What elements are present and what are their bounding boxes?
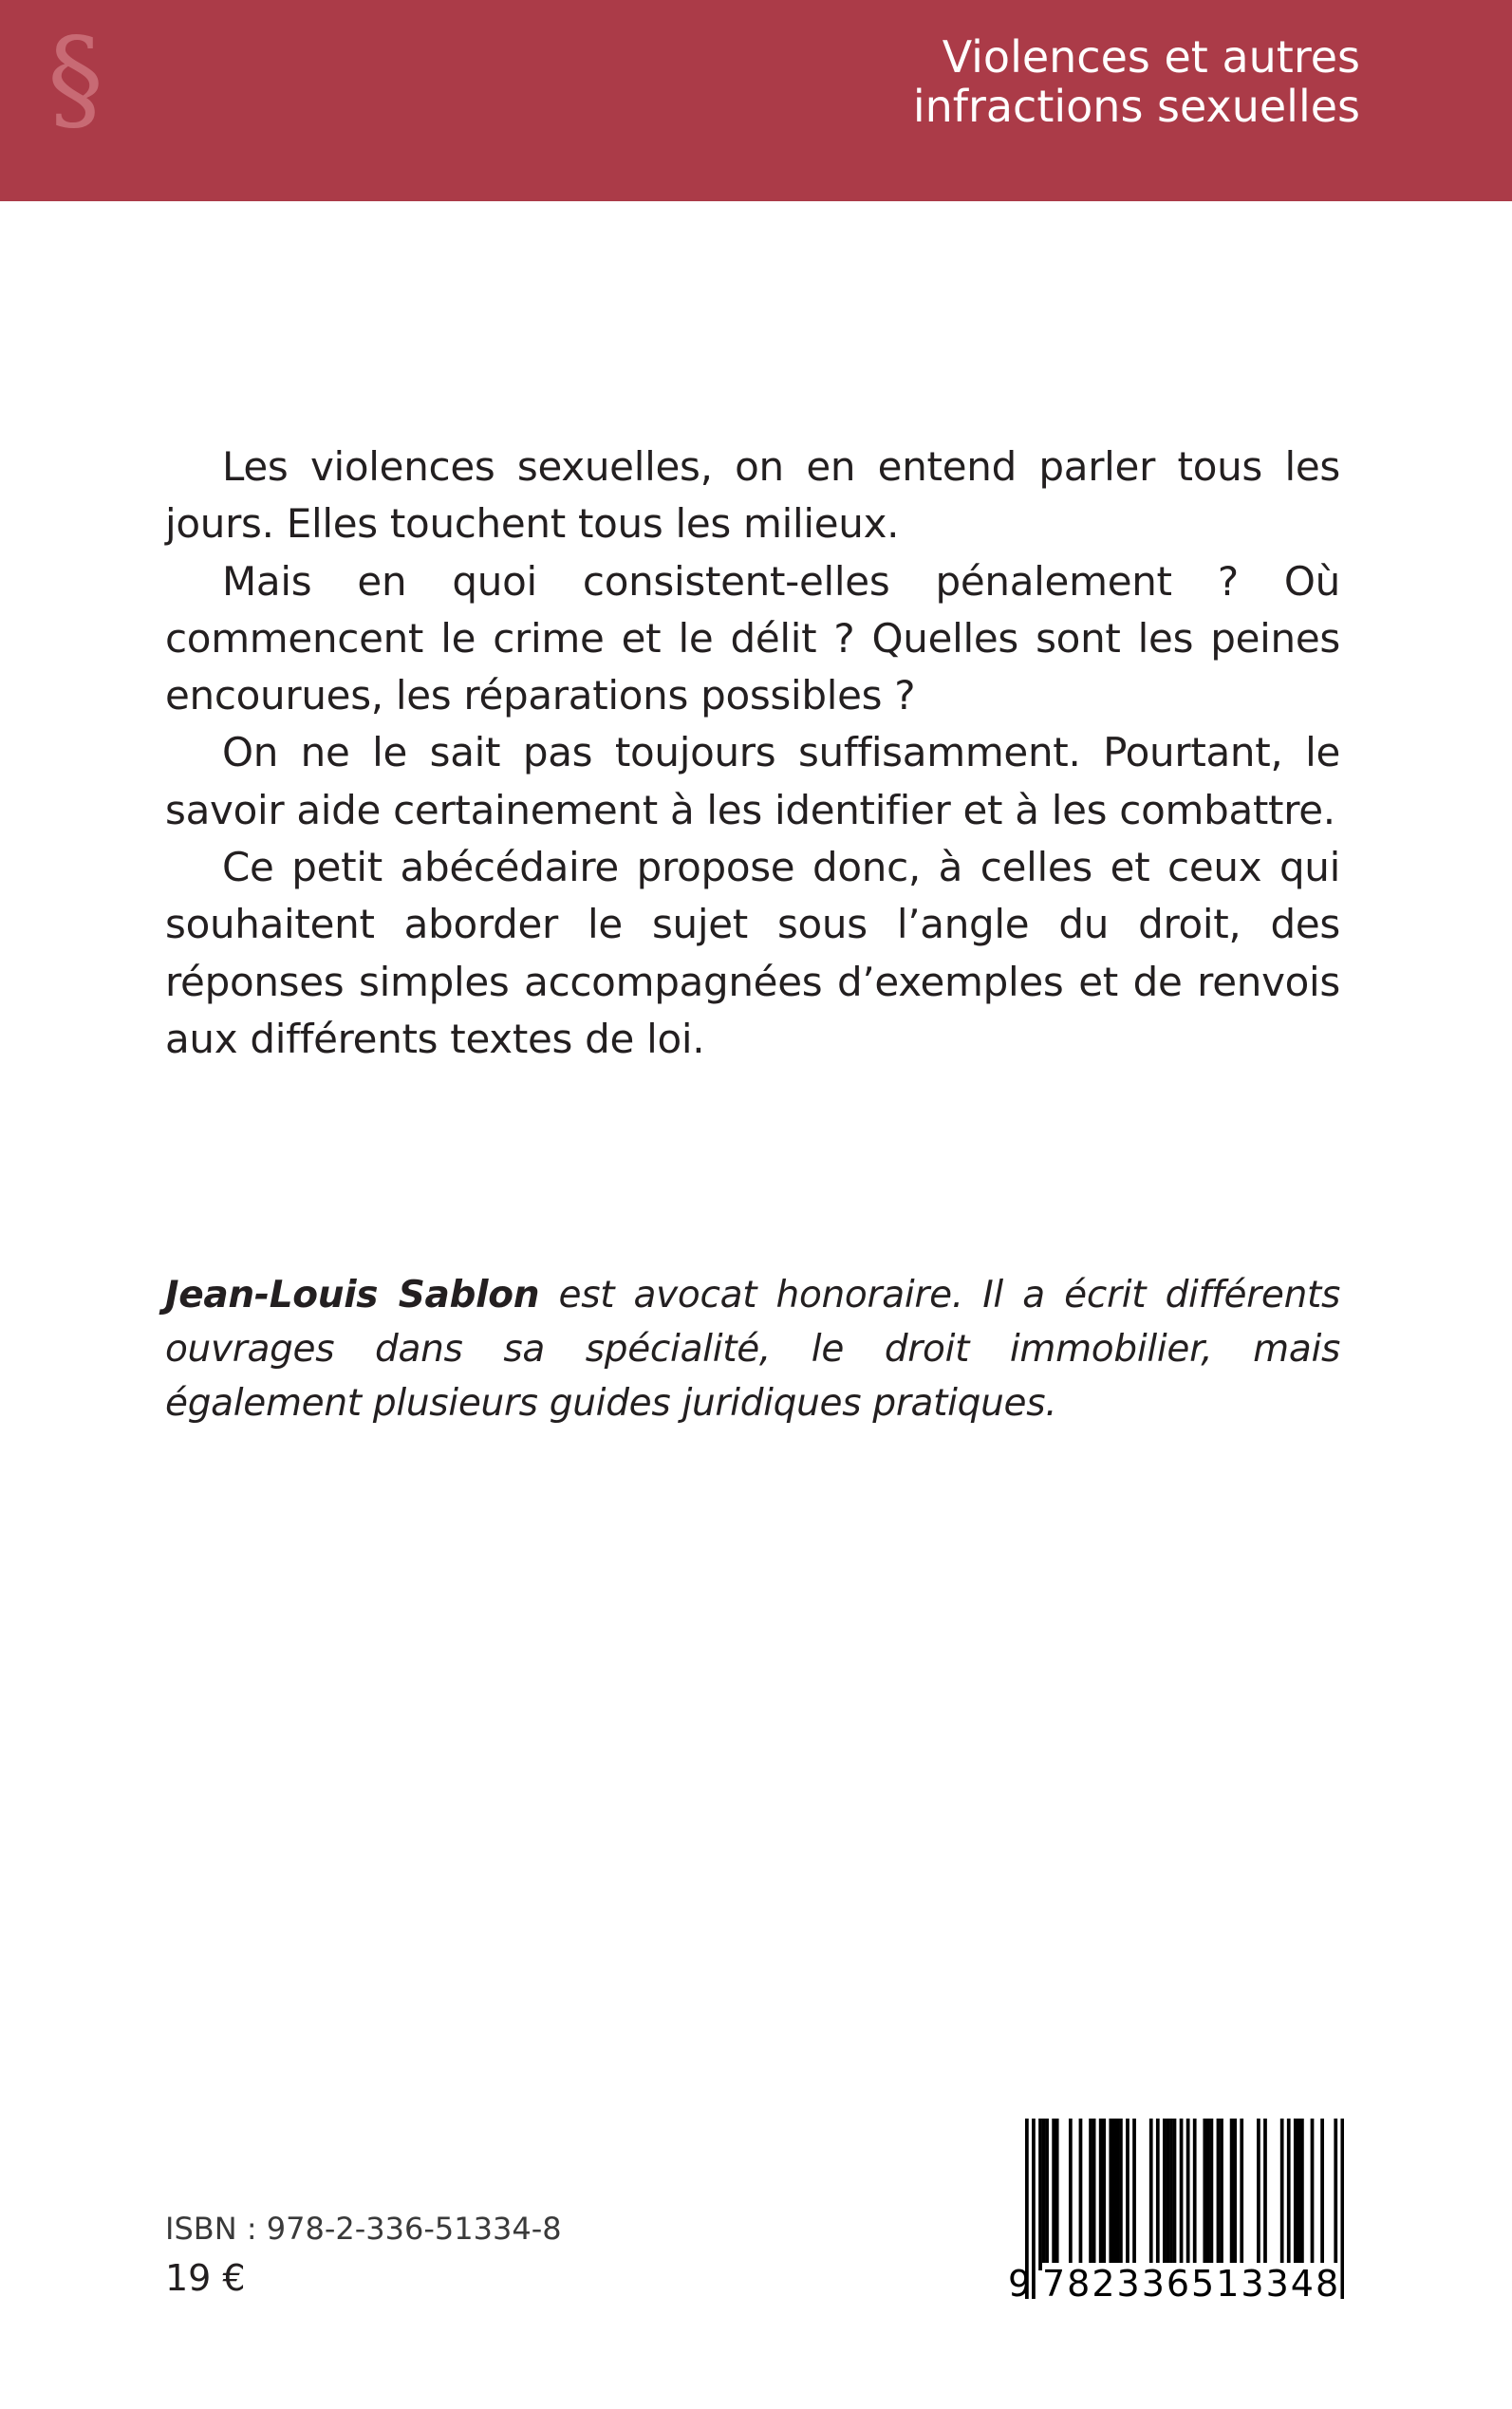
author-bio bbox=[165, 1268, 1340, 1430]
barcode-bar bbox=[1217, 2119, 1221, 2270]
barcode-bar bbox=[1280, 2119, 1284, 2270]
barcode-bar bbox=[1052, 2119, 1055, 2270]
series-title-line-1: Violences et autres bbox=[942, 31, 1360, 83]
barcode-bar bbox=[1220, 2119, 1223, 2270]
blurb-paragraph: Les violences sexuelles, on en entend parler tous les jours. Elles touchent tous les milieux. bbox=[165, 443, 1340, 548]
blurb-paragraph: Ce petit abécédaire propose donc, à celles et ceux qui souhaitent aborder le sujet sous l’angle du droit, des réponses simples accompagnées d’exemples et de renvois aux différents textes de loi. bbox=[165, 844, 1340, 1062]
author-name: Jean-Louis Sablon bbox=[165, 1274, 540, 1317]
barcode-bar bbox=[1115, 2119, 1119, 2270]
barcode-bar bbox=[1055, 2119, 1059, 2270]
price-label: 19 € bbox=[165, 2257, 246, 2299]
barcode-bar bbox=[1287, 2119, 1291, 2270]
author-bio-text: est avocat honoraire. Il a écrit différents ouvrages dans sa spécialité, le droit immobilier, mais également plusieurs guides juridiques pratiques. bbox=[165, 1274, 1341, 1425]
back-cover-blurb bbox=[165, 439, 1340, 1068]
barcode-bar bbox=[1132, 2119, 1136, 2270]
series-title bbox=[913, 32, 1360, 131]
barcode-bar bbox=[1079, 2119, 1083, 2270]
barcode-bar bbox=[1233, 2119, 1237, 2270]
barcode-bar bbox=[1092, 2119, 1096, 2270]
barcode-bar bbox=[1163, 2119, 1167, 2270]
barcode-bar bbox=[1263, 2119, 1267, 2270]
barcode-bar bbox=[1109, 2119, 1112, 2270]
barcode-bar bbox=[1210, 2119, 1214, 2270]
barcode-number bbox=[1008, 2263, 1348, 2305]
barcode-bar bbox=[1294, 2119, 1297, 2270]
barcode-bar bbox=[1173, 2119, 1177, 2270]
barcode-bar bbox=[1149, 2119, 1153, 2270]
blurb-paragraph: On ne le sait pas toujours suffisamment. Pourtant, le savoir aide certainement à les identifier et à les combattre. bbox=[165, 729, 1340, 833]
barcode-bar bbox=[1156, 2119, 1160, 2270]
series-title-line-2: infractions sexuelles bbox=[912, 81, 1360, 132]
barcode-bar bbox=[1119, 2119, 1123, 2270]
barcode-bar bbox=[1169, 2119, 1173, 2270]
barcode-bar bbox=[1240, 2119, 1243, 2270]
header-band bbox=[0, 0, 1512, 201]
isbn-label: ISBN : 978-2-336-51334-8 bbox=[165, 2211, 562, 2247]
barcode-bar bbox=[1102, 2119, 1106, 2270]
barcode-bar bbox=[1206, 2119, 1210, 2270]
blurb-paragraph: Mais en quoi consistent-elles pénalement ? Où commencent le crime et le délit ? Quelles sont les peines encourues, les réparations possibles ? bbox=[165, 557, 1340, 719]
barcode-bar bbox=[1320, 2119, 1324, 2270]
barcode-bar bbox=[1230, 2119, 1234, 2270]
barcode-bar bbox=[1300, 2119, 1304, 2270]
barcode-bar bbox=[1203, 2119, 1206, 2270]
barcode-bar bbox=[1297, 2119, 1300, 2270]
barcode-bar bbox=[1042, 2119, 1046, 2270]
barcode-bar bbox=[1038, 2119, 1042, 2270]
barcode-bar bbox=[1126, 2119, 1129, 2270]
barcode-bar bbox=[1311, 2119, 1315, 2270]
barcode-bar bbox=[1167, 2119, 1170, 2270]
barcode-bar bbox=[1257, 2119, 1260, 2270]
barcode-bar bbox=[1069, 2119, 1073, 2270]
barcode-bar bbox=[1112, 2119, 1116, 2270]
barcode-digits: 782336513348 bbox=[1042, 2263, 1341, 2305]
barcode-bar bbox=[1099, 2119, 1103, 2270]
barcode-bar bbox=[1045, 2119, 1049, 2270]
barcode-first-digit: 9 bbox=[1008, 2263, 1034, 2305]
section-sign-icon: § bbox=[47, 13, 103, 144]
barcode-bar bbox=[1089, 2119, 1092, 2270]
barcode-bar bbox=[1193, 2119, 1197, 2270]
